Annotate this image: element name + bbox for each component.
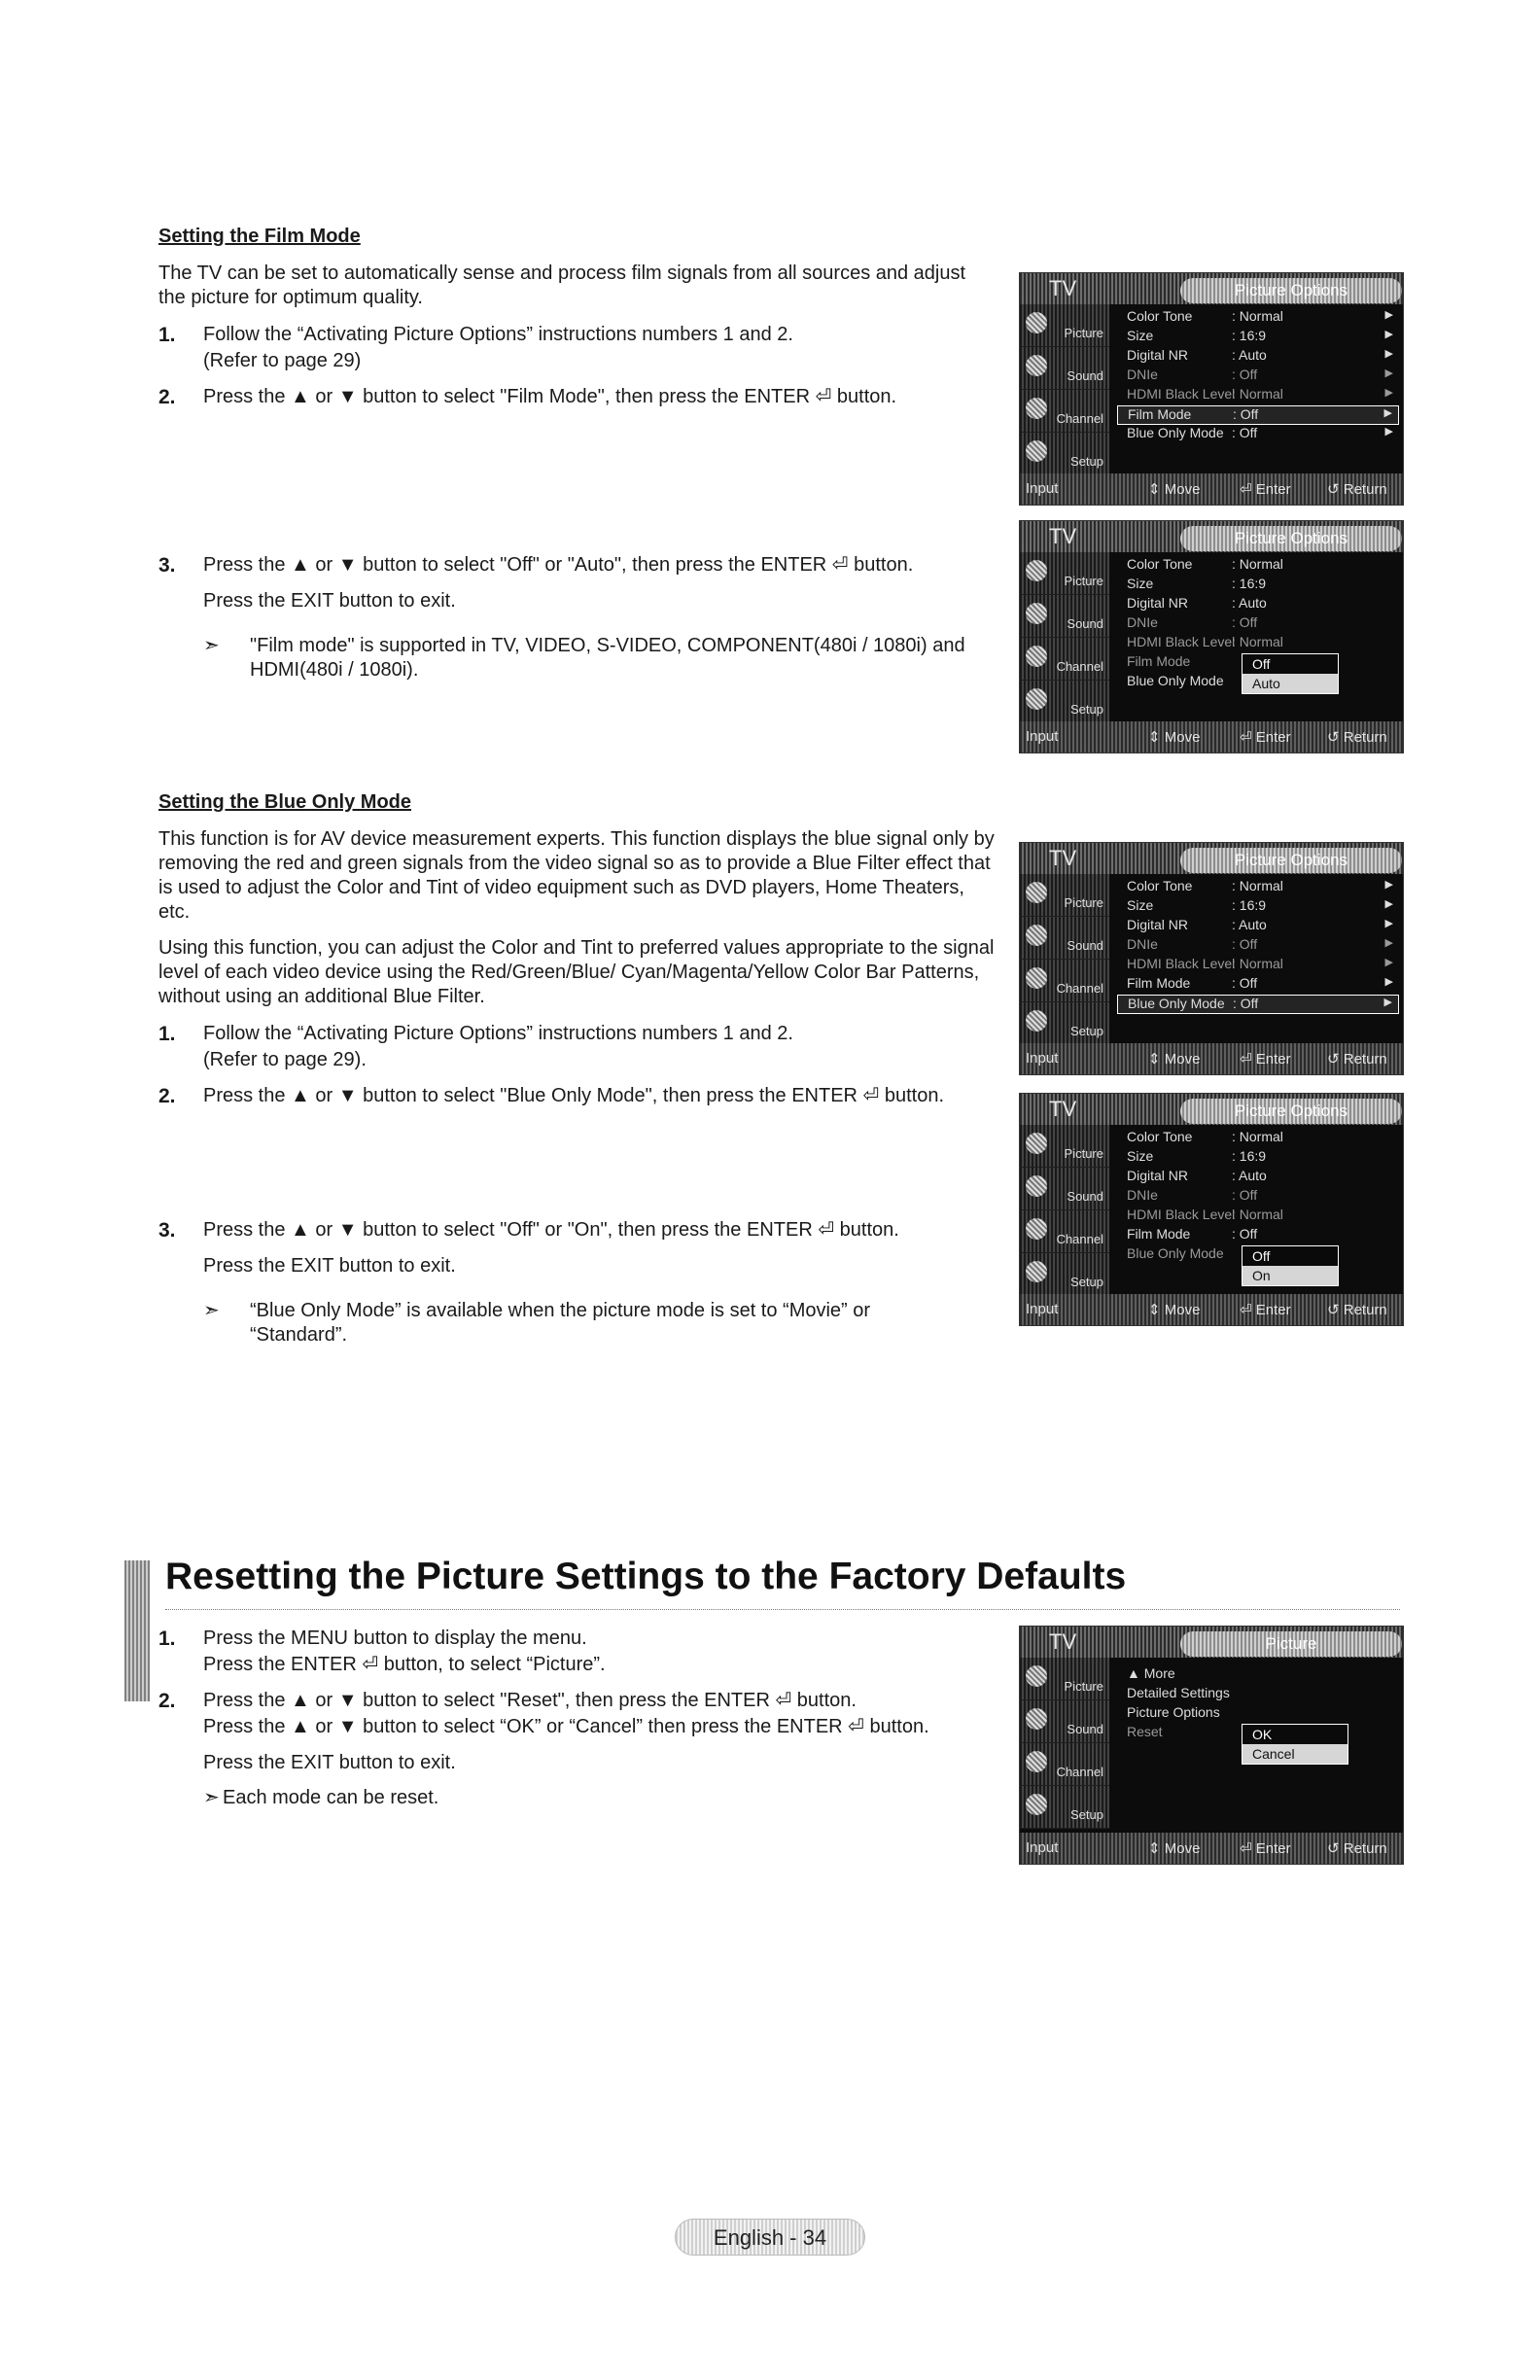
osd-bottom-bar xyxy=(1020,1833,1403,1864)
channel-icon xyxy=(1026,967,1047,989)
osd-row: Picture Options xyxy=(1127,1704,1220,1720)
osd-tab: Picture Options xyxy=(1180,526,1402,551)
osd-row: Size : 16:9 ▶ xyxy=(1127,897,1393,913)
step-text: Press the ▲ or ▼ button to select "Film Mode", then press the ENTER ⏎ button. xyxy=(203,386,897,407)
arrow-right-icon: ▶ xyxy=(1384,426,1393,438)
osd-menu xyxy=(1117,308,1399,444)
osd-row: HDMI Black Level : Normal xyxy=(1127,1207,1283,1222)
setup-icon xyxy=(1026,688,1047,710)
osd-row: Blue Only Mode : Off ▶ xyxy=(1127,425,1393,440)
osd-option-list xyxy=(1242,653,1339,694)
blue-step-3 xyxy=(158,1217,995,1279)
reset-section-title: Resetting the Picture Settings to the Factory Defaults xyxy=(165,1556,1127,1597)
step-text: Press the ▲ or ▼ button to select "Blue Only Mode", then press the ENTER ⏎ button. xyxy=(203,1085,945,1106)
osd-return-hint: ↺ Return xyxy=(1327,1840,1387,1857)
osd-row: ▲ More xyxy=(1127,1665,1175,1681)
osd-bottom-bar xyxy=(1020,1043,1403,1074)
osd-option-selected: Off xyxy=(1242,654,1338,674)
osd-row: Size : 16:9 ▶ xyxy=(1127,328,1393,343)
osd-side-setup: Setup xyxy=(1020,433,1109,475)
osd-option: Cancel xyxy=(1252,1746,1295,1762)
step-number: 1. xyxy=(158,324,176,346)
osd-row: Blue Only Mode xyxy=(1127,1245,1224,1261)
osd-row: Reset xyxy=(1127,1724,1163,1739)
osd-row: Color Tone : Normal xyxy=(1127,1129,1283,1144)
setup-icon xyxy=(1026,1010,1047,1032)
osd-input-label: Input xyxy=(1026,728,1059,745)
osd-input-label: Input xyxy=(1026,480,1059,497)
osd-menu xyxy=(1117,878,1399,1014)
osd-tv-label: TV xyxy=(1049,276,1077,300)
osd-film-mode-select xyxy=(1019,272,1404,506)
osd-bottom-bar xyxy=(1020,1294,1403,1325)
reset-step-1 xyxy=(158,1626,995,1678)
osd-option-list xyxy=(1242,1724,1348,1765)
step-number: 2. xyxy=(158,386,176,408)
osd-bottom-bar xyxy=(1020,721,1403,752)
osd-option-selected: Off xyxy=(1242,1246,1338,1266)
osd-row: DNIe : Off ▶ xyxy=(1127,936,1393,952)
osd-menu xyxy=(1117,1129,1399,1265)
step-number: 3. xyxy=(158,1219,176,1242)
osd-move-hint: ⇕ Move xyxy=(1148,729,1201,746)
channel-icon xyxy=(1026,398,1047,419)
osd-option-selected: OK xyxy=(1242,1725,1348,1744)
blue-only-section xyxy=(158,791,995,1119)
osd-enter-hint: ⏎ Enter xyxy=(1240,1051,1291,1068)
osd-title-bar xyxy=(1020,521,1403,552)
sound-icon xyxy=(1026,603,1047,624)
blue-only-intro-1: This function is for AV device measurement experts. This function displays the blue signal only by removing the red and green signals from the video signal so as to provide a Blue Filter effect that is used to adjust the Color and Tint of video equipment such as DVD players, Home Theaters, etc. xyxy=(158,828,995,923)
note-text: “Blue Only Mode” is available when the picture mode is set to “Movie” or “Standard”. xyxy=(250,1300,871,1346)
osd-tab: Picture xyxy=(1180,1631,1402,1657)
osd-return-hint: ↺ Return xyxy=(1327,481,1387,498)
arrow-right-icon: ▶ xyxy=(1384,368,1393,379)
osd-row: Film Mode xyxy=(1127,653,1191,669)
setup-icon xyxy=(1026,440,1047,462)
osd-return-hint: ↺ Return xyxy=(1327,729,1387,746)
osd-row-selected: Film Mode : Off ▶ xyxy=(1117,405,1399,425)
osd-title-bar xyxy=(1020,843,1403,874)
osd-side-setup: Setup xyxy=(1020,1253,1109,1296)
setup-icon xyxy=(1026,1794,1047,1815)
osd-row: Film Mode : Off ▶ xyxy=(1127,975,1393,991)
film-step-2 xyxy=(158,384,995,410)
osd-input-label: Input xyxy=(1026,1301,1059,1317)
reset-section xyxy=(158,1626,995,1810)
step-text: Press the ENTER ⏎ button, to select “Picture”. xyxy=(203,1654,606,1675)
arrow-right-icon: ▶ xyxy=(1384,957,1393,968)
osd-film-mode-options xyxy=(1019,520,1404,753)
osd-side-setup: Setup xyxy=(1020,1002,1109,1045)
osd-side-channel: Channel xyxy=(1020,1210,1109,1253)
osd-tv-label: TV xyxy=(1049,846,1077,870)
picture-icon xyxy=(1026,312,1047,333)
osd-row: Color Tone : Normal xyxy=(1127,556,1283,572)
osd-side-picture: Picture xyxy=(1020,1658,1109,1700)
film-mode-section xyxy=(158,226,995,420)
channel-icon xyxy=(1026,1751,1047,1772)
osd-option: On xyxy=(1252,1268,1271,1283)
osd-enter-hint: ⏎ Enter xyxy=(1240,1302,1291,1318)
osd-enter-hint: ⏎ Enter xyxy=(1240,481,1291,498)
osd-sidebar xyxy=(1020,304,1109,475)
osd-row: DNIe : Off ▶ xyxy=(1127,367,1393,382)
osd-row: Detailed Settings xyxy=(1127,1685,1230,1700)
osd-title-bar xyxy=(1020,273,1403,304)
arrow-right-icon: ▶ xyxy=(1384,937,1393,949)
osd-row: HDMI Black Level : Normal xyxy=(1127,634,1283,649)
step-number: 2. xyxy=(158,1690,176,1712)
step-text: Press the ▲ or ▼ button to select "Reset", then press the ENTER ⏎ button. xyxy=(203,1690,857,1711)
osd-tab: Picture Options xyxy=(1180,848,1402,873)
osd-side-picture: Picture xyxy=(1020,304,1109,347)
picture-icon xyxy=(1026,1133,1047,1154)
osd-side-setup: Setup xyxy=(1020,681,1109,723)
osd-side-sound: Sound xyxy=(1020,595,1109,638)
osd-side-sound: Sound xyxy=(1020,917,1109,960)
osd-move-hint: ⇕ Move xyxy=(1148,1302,1201,1318)
osd-row: Film Mode : Off xyxy=(1127,1226,1258,1242)
film-mode-intro: The TV can be set to automatically sense and process film signals from all sources and adjust the picture for optimum quality. xyxy=(158,262,966,308)
step-text: Follow the “Activating Picture Options” instructions numbers 1 and 2. xyxy=(203,324,793,345)
film-step-3 xyxy=(158,552,995,614)
step-number: 3. xyxy=(158,554,176,577)
osd-side-channel: Channel xyxy=(1020,390,1109,433)
step-text: Press the MENU button to display the menu. xyxy=(203,1628,587,1649)
osd-input-label: Input xyxy=(1026,1839,1059,1856)
setup-icon xyxy=(1026,1261,1047,1282)
picture-icon xyxy=(1026,1665,1047,1687)
note-arrow-icon: ➣ xyxy=(203,1787,220,1808)
osd-row: HDMI Black Level : Normal ▶ xyxy=(1127,956,1393,971)
osd-side-sound: Sound xyxy=(1020,1700,1109,1743)
osd-side-channel: Channel xyxy=(1020,960,1109,1002)
osd-blue-only-select xyxy=(1019,842,1404,1075)
sound-icon xyxy=(1026,1175,1047,1197)
osd-title-bar xyxy=(1020,1094,1403,1125)
arrow-right-icon: ▶ xyxy=(1384,879,1393,891)
osd-picture-reset xyxy=(1019,1626,1404,1865)
step-text: Press the EXIT button to exit. xyxy=(203,1752,456,1773)
osd-sidebar xyxy=(1020,1125,1109,1296)
arrow-right-icon: ▶ xyxy=(1384,976,1393,988)
osd-move-hint: ⇕ Move xyxy=(1148,1051,1201,1068)
osd-row: DNIe : Off xyxy=(1127,614,1258,630)
blue-only-intro-2: Using this function, you can adjust the Color and Tint to preferred values appropriate to the signal level of each video device using the Red/Green/Blue/ Cyan/Magenta/Yellow Color Bar Patterns, without using an additional Blue Filter. xyxy=(158,937,995,1007)
osd-row: Color Tone : Normal ▶ xyxy=(1127,308,1393,324)
blue-step-1 xyxy=(158,1021,995,1073)
osd-side-picture: Picture xyxy=(1020,874,1109,917)
osd-side-sound: Sound xyxy=(1020,1168,1109,1210)
arrow-right-icon: ▶ xyxy=(1384,387,1393,399)
film-step-1 xyxy=(158,322,995,374)
arrow-right-icon: ▶ xyxy=(1384,898,1393,910)
reset-step-2 xyxy=(158,1688,975,1776)
step-text: Press the EXIT button to exit. xyxy=(203,590,456,612)
osd-row: Size : 16:9 xyxy=(1127,1148,1267,1164)
blue-only-section-2 xyxy=(158,1217,995,1348)
osd-input-label: Input xyxy=(1026,1050,1059,1067)
osd-row: Digital NR : Auto ▶ xyxy=(1127,347,1393,363)
osd-return-hint: ↺ Return xyxy=(1327,1302,1387,1318)
step-text: Follow the “Activating Picture Options” instructions numbers 1 and 2. xyxy=(203,1023,793,1044)
osd-sidebar xyxy=(1020,1658,1109,1829)
picture-icon xyxy=(1026,882,1047,903)
osd-tv-label: TV xyxy=(1049,524,1077,548)
blue-step-2 xyxy=(158,1083,956,1109)
channel-icon xyxy=(1026,646,1047,667)
osd-row: Size : 16:9 xyxy=(1127,576,1267,591)
section-marker-bar xyxy=(124,1560,150,1701)
sound-icon xyxy=(1026,355,1047,376)
osd-side-setup: Setup xyxy=(1020,1786,1109,1829)
step-text: Press the ▲ or ▼ button to select "Off" or "On", then press the ENTER ⏎ button. xyxy=(203,1219,899,1241)
osd-tv-label: TV xyxy=(1049,1097,1077,1121)
arrow-right-icon: ▶ xyxy=(1384,918,1393,929)
osd-row-selected: Blue Only Mode : Off ▶ xyxy=(1117,995,1399,1014)
osd-side-channel: Channel xyxy=(1020,638,1109,681)
osd-move-hint: ⇕ Move xyxy=(1148,481,1201,498)
osd-side-picture: Picture xyxy=(1020,1125,1109,1168)
osd-row: Digital NR : Auto xyxy=(1127,1168,1267,1183)
osd-return-hint: ↺ Return xyxy=(1327,1051,1387,1068)
note-arrow-icon: ➣ xyxy=(203,635,220,656)
channel-icon xyxy=(1026,1218,1047,1240)
step-text: Press the EXIT button to exit. xyxy=(203,1255,456,1277)
osd-side-sound: Sound xyxy=(1020,347,1109,390)
arrow-right-icon: ▶ xyxy=(1384,329,1393,340)
film-note xyxy=(158,634,995,682)
osd-title-bar xyxy=(1020,1627,1403,1658)
osd-row: Color Tone : Normal ▶ xyxy=(1127,878,1393,893)
osd-bottom-bar xyxy=(1020,473,1403,505)
title-divider xyxy=(165,1609,1400,1610)
osd-sidebar xyxy=(1020,874,1109,1045)
osd-sidebar xyxy=(1020,552,1109,723)
page-number-badge: English - 34 xyxy=(675,2219,865,2256)
step-text: Press the ▲ or ▼ button to select "Off" or "Auto", then press the ENTER ⏎ button. xyxy=(203,554,914,576)
arrow-right-icon: ▶ xyxy=(1384,348,1393,360)
osd-enter-hint: ⏎ Enter xyxy=(1240,729,1291,746)
osd-row: Blue Only Mode xyxy=(1127,673,1224,688)
blue-only-heading: Setting the Blue Only Mode xyxy=(158,791,412,813)
step-number: 2. xyxy=(158,1085,176,1107)
osd-option-list xyxy=(1242,1245,1339,1286)
step-number: 1. xyxy=(158,1023,176,1045)
osd-row: Digital NR : Auto xyxy=(1127,595,1267,611)
step-number: 1. xyxy=(158,1628,176,1650)
reset-note xyxy=(158,1786,995,1810)
sound-icon xyxy=(1026,925,1047,946)
osd-tab: Picture Options xyxy=(1180,278,1402,303)
osd-side-channel: Channel xyxy=(1020,1743,1109,1786)
osd-move-hint: ⇕ Move xyxy=(1148,1840,1201,1857)
note-text: "Film mode" is supported in TV, VIDEO, S-VIDEO, COMPONENT(480i / 1080i) and HDMI(480i / 1080i). xyxy=(250,635,965,681)
sound-icon xyxy=(1026,1708,1047,1730)
note-text: Each mode can be reset. xyxy=(223,1787,439,1808)
osd-row: HDMI Black Level : Normal ▶ xyxy=(1127,386,1393,402)
arrow-right-icon: ▶ xyxy=(1383,997,1392,1008)
osd-enter-hint: ⏎ Enter xyxy=(1240,1840,1291,1857)
note-arrow-icon: ➣ xyxy=(203,1300,220,1321)
step-text: (Refer to page 29) xyxy=(203,350,362,371)
osd-blue-only-options xyxy=(1019,1093,1404,1326)
blue-note xyxy=(158,1299,956,1348)
film-mode-heading: Setting the Film Mode xyxy=(158,226,361,247)
step-text: (Refer to page 29). xyxy=(203,1049,367,1070)
picture-icon xyxy=(1026,560,1047,581)
film-mode-section-2 xyxy=(158,552,995,682)
osd-option: Auto xyxy=(1252,676,1280,691)
arrow-right-icon: ▶ xyxy=(1383,407,1392,419)
step-text: Press the ▲ or ▼ button to select “OK” or “Cancel” then press the ENTER ⏎ button. xyxy=(203,1716,929,1737)
osd-row: DNIe : Off xyxy=(1127,1187,1258,1203)
osd-row: Digital NR : Auto ▶ xyxy=(1127,917,1393,932)
osd-side-picture: Picture xyxy=(1020,552,1109,595)
osd-tab: Picture Options xyxy=(1180,1099,1402,1124)
osd-tv-label: TV xyxy=(1049,1629,1077,1654)
arrow-right-icon: ▶ xyxy=(1384,309,1393,321)
